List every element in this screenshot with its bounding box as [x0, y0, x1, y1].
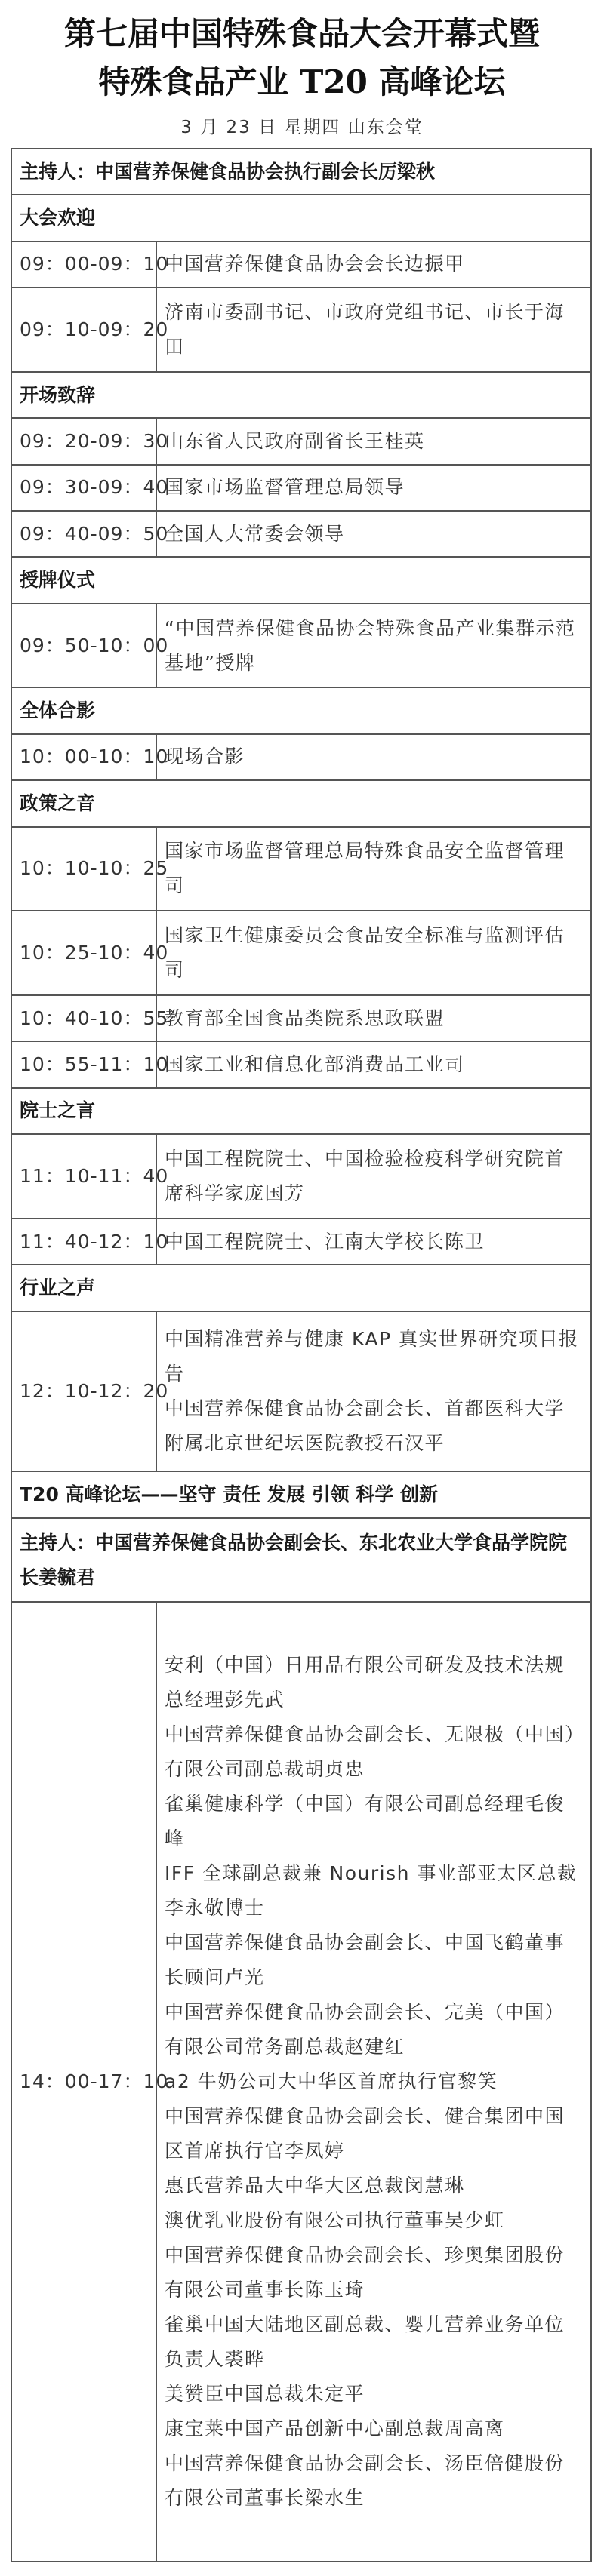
time-slot: 12：10-12：20: [11, 1311, 156, 1472]
section-header-row: [11, 557, 591, 603]
speaker-entry: 中国营养保健食品协会副会长、首都医科大学附属北京世纪坛医院教授石汉平: [165, 1397, 565, 1454]
time-slot: 10：10-10：25: [11, 827, 156, 911]
speaker-desc: 国家卫生健康委员会食品安全标准与监测评估司: [156, 911, 591, 995]
host-row: [11, 149, 591, 195]
speaker-entry: 中国营养保健食品协会副会长、珍奥集团股份有限公司董事长陈玉琦: [165, 2244, 565, 2301]
speaker-entry: 安利（中国）日用品有限公司研发及技术法规总经理彭先武: [165, 1654, 565, 1711]
speaker-desc: “中国营养保健食品协会特殊食品产业集群示范基地”授牌: [156, 604, 591, 688]
speaker-desc: 济南市委副书记、市政府党组书记、市长于海田: [156, 287, 591, 372]
time-slot: 11：10-11：40: [11, 1134, 156, 1219]
schedule-table: [11, 148, 592, 2562]
section-header-row: [11, 372, 591, 418]
forum-title: T20 高峰论坛——坚守 责任 发展 引领 科学 创新: [11, 1471, 591, 1517]
table-row: [11, 465, 591, 511]
speaker-entry: 中国营养保健食品协会副会长、汤臣倍健股份有限公司董事长梁水生: [165, 2452, 565, 2510]
speaker-desc: 教育部全国食品类院系思政联盟: [156, 995, 591, 1041]
speaker-entry: IFF 全球副总裁兼 Nourish 事业部亚太区总裁李永敬博士: [165, 1862, 578, 1920]
speaker-entry: 雀巢健康科学（中国）有限公司副总经理毛俊峰: [165, 1793, 565, 1850]
host-label: 主持人：中国营养保健食品协会执行副会长厉梁秋: [11, 149, 591, 195]
time-slot: 09：20-09：30: [11, 418, 156, 464]
time-slot: 14：00-17：10: [11, 1602, 156, 2562]
table-row: [11, 911, 591, 995]
forum-title-row: [11, 1471, 591, 1517]
table-row: [11, 1219, 591, 1265]
time-slot: 10：40-10：55: [11, 995, 156, 1041]
section-header-row: [11, 687, 591, 733]
time-slot: 09：40-09：50: [11, 511, 156, 557]
speaker-entry: a2 牛奶公司大中华区首席执行官黎笑: [165, 2070, 498, 2093]
section-header-row: [11, 1088, 591, 1134]
speaker-desc: 中国工程院院士、江南大学校长陈卫: [156, 1219, 591, 1265]
time-slot: 09：10-09：20: [11, 287, 156, 372]
page-title-line-2: 特殊食品产业 T20 高峰论坛: [98, 63, 506, 100]
table-row: [11, 511, 591, 557]
section-title-academician: 院士之言: [11, 1088, 591, 1134]
event-date-venue: 3 月 23 日 星期四 山东会堂: [180, 118, 424, 137]
speaker-desc: 国家市场监督管理总局领导: [156, 465, 591, 511]
section-title-award: 授牌仪式: [11, 557, 591, 603]
time-slot: 09：00-09：10: [11, 241, 156, 287]
section-title-opening: 开场致辞: [11, 372, 591, 418]
time-slot: 09：50-10：00: [11, 604, 156, 688]
speaker-entry: 中国精准营养与健康 KAP 真实世界研究项目报告: [165, 1327, 579, 1385]
speaker-desc: 中国营养保健食品协会会长边振甲: [156, 241, 591, 287]
table-row: [11, 827, 591, 911]
section-header-row: [11, 195, 591, 241]
speaker-desc-list: [156, 1311, 591, 1472]
speaker-entry: 澳优乳业股份有限公司执行董事吴少虹: [165, 2209, 505, 2232]
speaker-desc: 全国人大常委会领导: [156, 511, 591, 557]
time-slot: 10：00-10：10: [11, 734, 156, 780]
speaker-entry: 康宝莱中国产品创新中心副总裁周高离: [165, 2418, 505, 2440]
table-row: [11, 241, 591, 287]
table-row: [11, 1602, 591, 2562]
section-header-row: [11, 780, 591, 826]
table-row: [11, 1134, 591, 1219]
speaker-desc: 现场合影: [156, 734, 591, 780]
speaker-entry: 雀巢中国大陆地区副总裁、婴儿营养业务单位负责人裘晔: [165, 2313, 565, 2371]
time-slot: 09：30-09：40: [11, 465, 156, 511]
speaker-entry: 美赞臣中国总裁朱定平: [165, 2383, 365, 2405]
page-title-line-1: 第七届中国特殊食品大会开幕式暨: [63, 15, 540, 52]
table-row: [11, 418, 591, 464]
time-slot: 10：25-10：40: [11, 911, 156, 995]
section-title-industry: 行业之声: [11, 1265, 591, 1311]
section-title-policy: 政策之音: [11, 780, 591, 826]
speaker-desc: 国家工业和信息化部消费品工业司: [156, 1041, 591, 1087]
table-row: [11, 734, 591, 780]
speaker-entry: 中国营养保健食品协会副会长、无限极（中国）有限公司副总裁胡贞忠: [165, 1723, 576, 1781]
section-title-welcome: 大会欢迎: [11, 195, 591, 241]
speaker-entry: 中国营养保健食品协会副会长、中国飞鹤董事长顾问卢光: [165, 1932, 565, 1989]
speaker-entry: 中国营养保健食品协会副会长、完美（中国）有限公司常务副总裁赵建红: [165, 2001, 565, 2058]
table-row: [11, 995, 591, 1041]
table-row: [11, 287, 591, 372]
speaker-desc: 国家市场监督管理总局特殊食品安全监督管理司: [156, 827, 591, 911]
forum-host-row: [11, 1518, 591, 1603]
table-row: [11, 1041, 591, 1087]
time-slot: 11：40-12：10: [11, 1219, 156, 1265]
speaker-desc: 山东省人民政府副省长王桂英: [156, 418, 591, 464]
forum-host: 主持人：中国营养保健食品协会副会长、东北农业大学食品学院院长姜毓君: [11, 1518, 591, 1603]
table-row: [11, 604, 591, 688]
table-row: [11, 1311, 591, 1472]
forum-speaker-list: [156, 1602, 591, 2562]
speaker-desc: 中国工程院院士、中国检验检疫科学研究院首席科学家庞国芳: [156, 1134, 591, 1219]
speaker-entry: 惠氏营养品大中华大区总裁闵慧琳: [165, 2175, 465, 2197]
section-header-row: [11, 1265, 591, 1311]
section-title-photo: 全体合影: [11, 687, 591, 733]
time-slot: 10：55-11：10: [11, 1041, 156, 1087]
speaker-entry: 中国营养保健食品协会副会长、健合集团中国区首席执行官李凤婷: [165, 2105, 565, 2163]
